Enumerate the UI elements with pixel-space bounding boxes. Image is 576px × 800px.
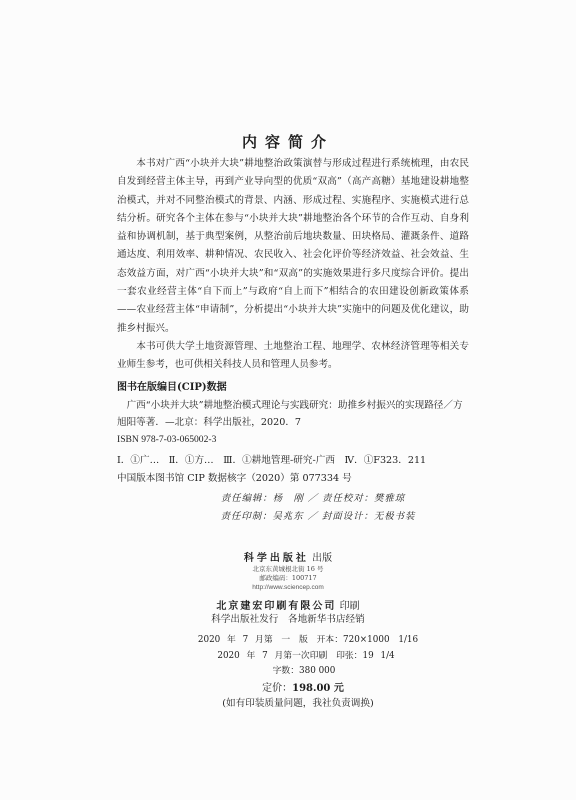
price-line xyxy=(0,679,576,694)
price-value: 198.00 元 xyxy=(292,683,344,694)
intro-paragraph-2: 本书可供大学土地资源管理、土地整治工程、地理学、农林经济管理等相关专业师生参考，也可供相关科技人员和管理人员参考。 xyxy=(117,340,469,371)
editor-credits: 责任编辑：杨 刚 ／ 责任校对：樊雅琼 xyxy=(220,493,406,504)
printer-suffix: 印刷 xyxy=(339,601,360,612)
intro-body xyxy=(117,155,469,375)
cip-core-data: 中国版本图书馆 CIP 数据核字（2020）第 077334 号 xyxy=(117,473,352,484)
publisher-name: 科学出版社 xyxy=(243,553,309,564)
printer-name: 北京建宏印刷有限公司 xyxy=(216,601,337,612)
cip-entry: 广西“小块并大块”耕地整治模式理论与实践研究：助推乡村振兴的实现路径／方旭阳等著．—北京：科学出版社，2020．7 xyxy=(117,400,463,428)
isbn: ISBN 978-7-03-065002-3 xyxy=(117,434,217,445)
intro-title: 内容简介 xyxy=(241,133,334,151)
cip-classification: Ⅰ．①广… Ⅱ．①方… Ⅲ．①耕地管理-研究-广西 Ⅳ．①F323．211 xyxy=(117,455,427,466)
production-credits: 责任印制：吴兆东 ／ 封面设计：无极书装 xyxy=(220,511,416,522)
intro-paragraph-1: 本书对广西“小块并大块”耕地整治政策演替与形成过程进行系统梳理，由农民自发到经营主体主导，再到产业导向型的优质“双高”（高产高糖）基地建设耕地整治模式，并对不同整治模式的背景、内涵、形成过程、实施程序、实施模式进行总结分析。研究各个主体在参与“小块并大块”耕地整治各个环节的合作互动、自身利益和协调机制，基于典型案例，从整治前后地块数量、田块格局、灌溉条件、道路通达度、利用效率、耕种情况、农民收入、社会化评价等经济效益、社会效益、生态效益方面，对广西“小块并大块”和“双高”的实施效果进行多尺度综合评价。提出一套农业经营主体“自下而上”与政府“自上而下”相结合的农田建设创新政策体系——农业经营主体“申请制”，分析提出“小块并大块”实施中的问题及优化建议，助推乡村振兴。 xyxy=(117,158,469,334)
edition-line-2: 2020 年 7 月第一次印刷 印张：19 1/4 xyxy=(217,651,395,661)
distribution-line: 科学出版社发行 各地新华书店经销 xyxy=(211,614,365,625)
publisher-address: 北京东黄城根北街 16 号 xyxy=(252,565,324,573)
publisher-website: http://www.sciencep.com xyxy=(252,584,324,591)
publisher-line xyxy=(0,549,576,564)
cip-heading: 图书在版编目(CIP)数据 xyxy=(117,382,227,393)
printer-line xyxy=(0,597,576,612)
publisher-postcode: 邮政编码：100717 xyxy=(259,574,317,582)
edition-line-1: 2020 年 7 月第 一 版 开本：720×1000 1/16 xyxy=(197,635,419,645)
quality-notice: (如有印装质量问题，我社负责调换) xyxy=(222,698,374,709)
word-count: 字数：380 000 xyxy=(272,666,336,676)
price-label: 定价： xyxy=(262,683,293,694)
publisher-suffix: 出版 xyxy=(312,553,333,564)
